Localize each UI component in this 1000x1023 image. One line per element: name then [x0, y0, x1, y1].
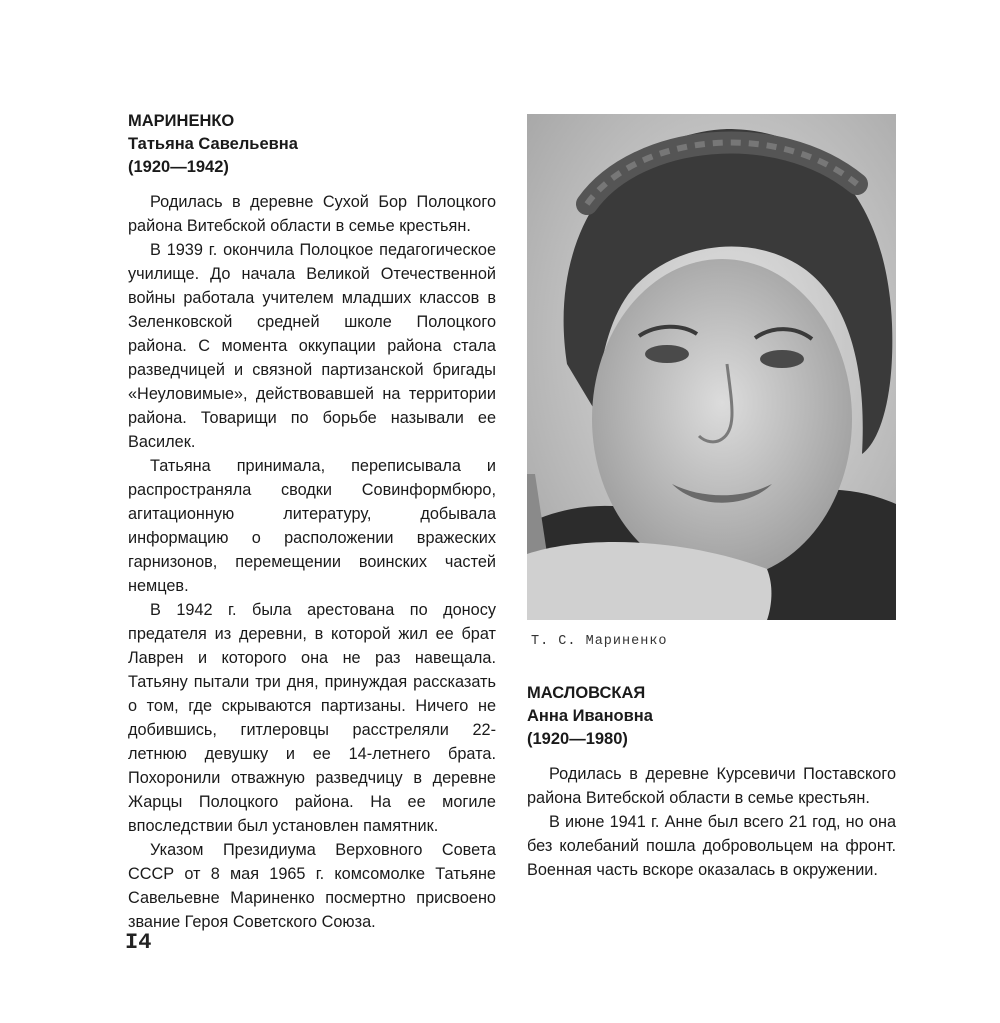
- life-years: (1920—1980): [527, 730, 628, 748]
- paragraph: Родилась в деревне Сухой Бор Полоцкого района Витебской области в семье крестьян.: [128, 193, 496, 235]
- full-name: Анна Ивановна: [527, 707, 653, 725]
- biography-header: [128, 110, 496, 179]
- biography-header: [527, 682, 896, 751]
- page-number: I4: [125, 930, 152, 955]
- photo-caption: Т. С. Мариненко: [531, 634, 668, 649]
- paragraph: В 1942 г. была арестована по доносу предателя из деревни, в которой жил ее брат Лаврен и которого она не раз навещала. Татьяну пытали три дня, принуждая рассказать о том, где скрываются партизаны. Ничего не добившись, гитлеровцы расстреляли 22-летнюю девушку и ее 14-летнего брата. Похоронили отважную разведчицу в деревне Жарцы Полоцкого района. На ее могиле впоследствии был установлен памятник.: [128, 601, 496, 835]
- portrait-photo: [527, 114, 896, 620]
- portrait-illustration: [527, 114, 896, 620]
- surname: МАСЛОВСКАЯ: [527, 684, 646, 702]
- paragraph: В 1939 г. окончила Полоцкое педагогическое училище. До начала Великой Отечественной войны работала учителем младших классов в Зеленковской средней школе Полоцкого района. С момента оккупации района стала разведчицей и связной партизанской бригады «Неуловимые», действовавшей на территории района. Товарищи по борьбе называли ее Василек.: [128, 241, 496, 451]
- paragraph: В июне 1941 г. Анне был всего 21 год, но она без колебаний пошла добровольцем на фронт. Военная часть вскоре оказалась в окружении.: [527, 813, 896, 879]
- surname: МАРИНЕНКО: [128, 112, 235, 130]
- full-name: Татьяна Савельевна: [128, 135, 298, 153]
- biography-marinenko: [128, 110, 496, 934]
- life-years: (1920—1942): [128, 158, 229, 176]
- paragraph: Указом Президиума Верховного Совета СССР от 8 мая 1965 г. комсомолке Татьяне Савельевне Мариненко посмертно присвоено звание Героя Советского Союза.: [128, 841, 496, 931]
- paragraph: Родилась в деревне Курсевичи Поставского района Витебской области в семье крестьян.: [527, 765, 896, 807]
- paragraph: Татьяна принимала, переписывала и распространяла сводки Совинформбюро, агитационную литературу, добывала информацию о расположении вражеских гарнизонов, перемещении воинских частей немцев.: [128, 457, 496, 595]
- biography-maslovskaya: [527, 682, 896, 882]
